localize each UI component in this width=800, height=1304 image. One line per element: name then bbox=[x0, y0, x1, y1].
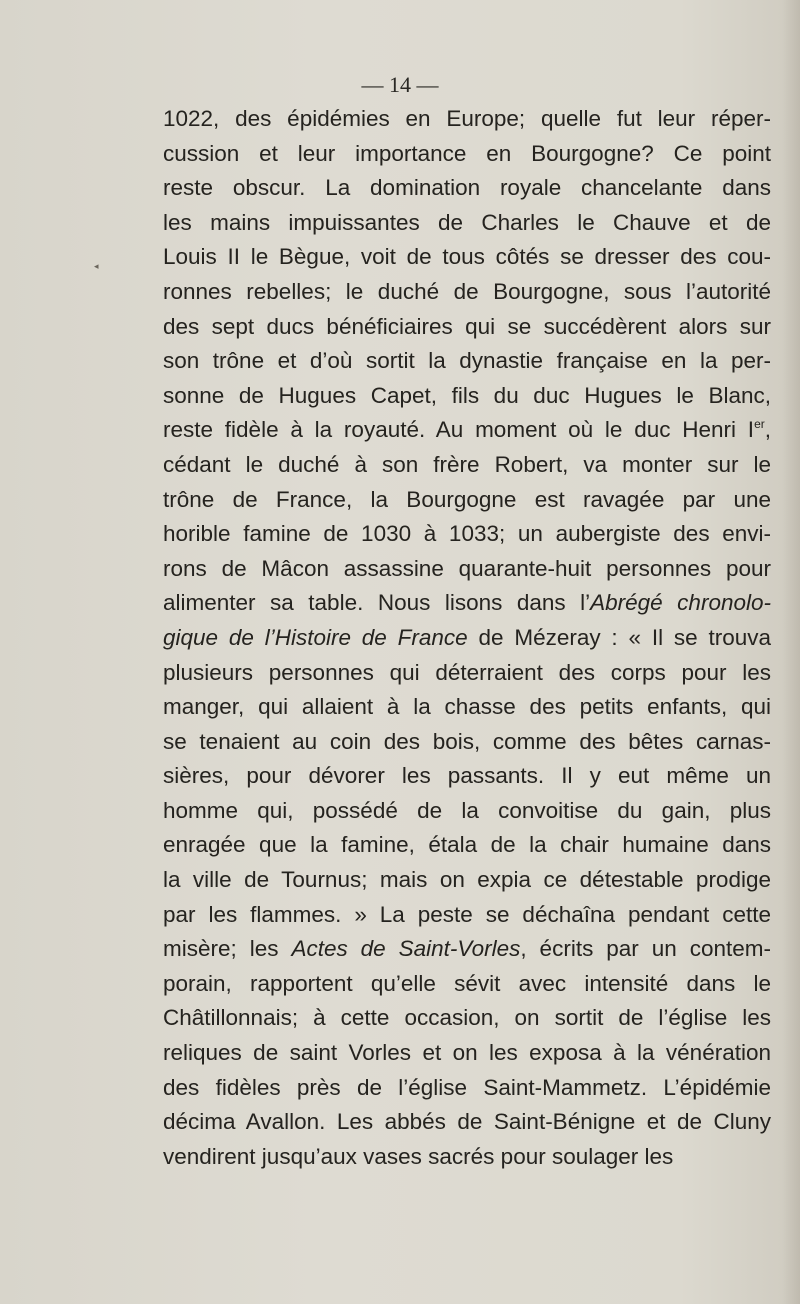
text-segment: reste fidèle à la royauté. Au moment où le duc Henri I bbox=[163, 417, 755, 443]
text-segment: Louis II le Bègue, voit de tous côtés se dresser des cou- bbox=[163, 244, 771, 270]
text-segment: Châtillonnais; à cette occasion, on sortit de l’église les bbox=[163, 1005, 771, 1031]
text-segment: , écrits par un contem- bbox=[520, 936, 771, 962]
text-line bbox=[163, 1140, 771, 1175]
text-line bbox=[163, 586, 771, 621]
text-segment: décima Avallon. Les abbés de Saint-Bénigne et de Cluny bbox=[163, 1109, 771, 1135]
text-line bbox=[163, 863, 771, 898]
text-line bbox=[163, 828, 771, 863]
text-line bbox=[163, 898, 771, 933]
text-segment: rons de Mâcon assassine quarante-huit personnes pour bbox=[163, 555, 771, 581]
text-line bbox=[163, 1071, 771, 1106]
superscript: er bbox=[754, 417, 765, 432]
text-segment: 1022, des épidémies en Europe; quelle fut leur réper- bbox=[163, 106, 771, 131]
text-segment: trône de France, la Bourgogne est ravagée par une bbox=[163, 486, 771, 512]
text-segment: se tenaient au coin des bois, comme des bêtes carnas- bbox=[163, 728, 771, 754]
italic-title-text: Abrégé chronolo- bbox=[590, 590, 771, 616]
text-segment: par les flammes. » La peste se déchaîna pendant cette bbox=[163, 901, 771, 927]
text-segment: porain, rapportent qu’elle sévit avec intensité dans le bbox=[163, 970, 771, 996]
text-segment: alimenter sa table. Nous lisons dans l’ bbox=[163, 590, 591, 616]
text-segment: horible famine de 1030 à 1033; un aubergiste des envi- bbox=[163, 521, 771, 547]
text-line bbox=[163, 621, 771, 656]
text-line bbox=[163, 517, 771, 552]
page-number: — 14 — bbox=[361, 72, 439, 97]
text-line bbox=[163, 137, 771, 172]
text-segment: des fidèles près de l’église Saint-Mammetz. L’épidémie bbox=[163, 1074, 771, 1100]
text-segment: reste obscur. La domination royale chancelante dans bbox=[163, 175, 771, 201]
text-segment: cussion et leur importance en Bourgogne? Ce point bbox=[163, 140, 771, 166]
text-line bbox=[163, 1001, 771, 1036]
italic-title-text: Actes de Saint-Vorles bbox=[291, 936, 521, 962]
text-line bbox=[163, 413, 771, 448]
body-text bbox=[163, 102, 771, 1174]
text-segment: vendirent jusqu’aux vases sacrés pour soulager les bbox=[163, 1143, 674, 1169]
text-line bbox=[163, 206, 771, 241]
text-line bbox=[163, 171, 771, 206]
margin-mark: ◂ bbox=[94, 262, 99, 272]
text-line bbox=[163, 656, 771, 691]
text-segment: , bbox=[764, 417, 771, 443]
text-line bbox=[163, 759, 771, 794]
text-line bbox=[163, 310, 771, 345]
text-segment: son trône et d’où sortit la dynastie française en la per- bbox=[163, 348, 771, 374]
text-segment: de Mézeray : « Il se trouva bbox=[467, 624, 772, 650]
text-segment: cédant le duché à son frère Robert, va monter sur le bbox=[163, 451, 771, 477]
text-line bbox=[163, 690, 771, 725]
text-line bbox=[163, 967, 771, 1002]
text-segment: la ville de Tournus; mais on expia ce détestable prodige bbox=[163, 867, 771, 893]
text-line bbox=[163, 102, 771, 137]
page-edge-shadow bbox=[782, 0, 800, 1304]
italic-title-text: gique de l’Histoire de France bbox=[163, 624, 468, 650]
text-segment: plusieurs personnes qui déterraient des corps pour les bbox=[163, 659, 771, 685]
text-segment: ronnes rebelles; le duché de Bourgogne, sous l’autorité bbox=[163, 278, 771, 304]
text-line bbox=[163, 932, 771, 967]
text-segment: enragée que la famine, étala de la chair humaine dans bbox=[163, 832, 771, 858]
text-segment: sonne de Hugues Capet, fils du duc Hugues le Blanc, bbox=[163, 382, 771, 408]
text-line bbox=[163, 448, 771, 483]
text-line bbox=[163, 483, 771, 518]
text-segment: misère; les bbox=[163, 936, 292, 962]
text-segment: les mains impuissantes de Charles le Chauve et de bbox=[163, 209, 771, 235]
text-segment: des sept ducs bénéficiaires qui se succédèrent alors sur bbox=[163, 313, 771, 339]
text-line bbox=[163, 344, 771, 379]
text-line bbox=[163, 552, 771, 587]
text-segment: reliques de saint Vorles et on les exposa à la vénération bbox=[163, 1040, 771, 1066]
text-segment: manger, qui allaient à la chasse des petits enfants, qui bbox=[163, 694, 771, 720]
text-segment: homme qui, possédé de la convoitise du gain, plus bbox=[163, 797, 771, 823]
text-line bbox=[163, 794, 771, 829]
text-line bbox=[163, 379, 771, 414]
text-line bbox=[163, 240, 771, 275]
text-segment: sières, pour dévorer les passants. Il y eut même un bbox=[163, 763, 771, 789]
text-line bbox=[163, 275, 771, 310]
text-line bbox=[163, 725, 771, 760]
text-line bbox=[163, 1036, 771, 1071]
text-line bbox=[163, 1105, 771, 1140]
